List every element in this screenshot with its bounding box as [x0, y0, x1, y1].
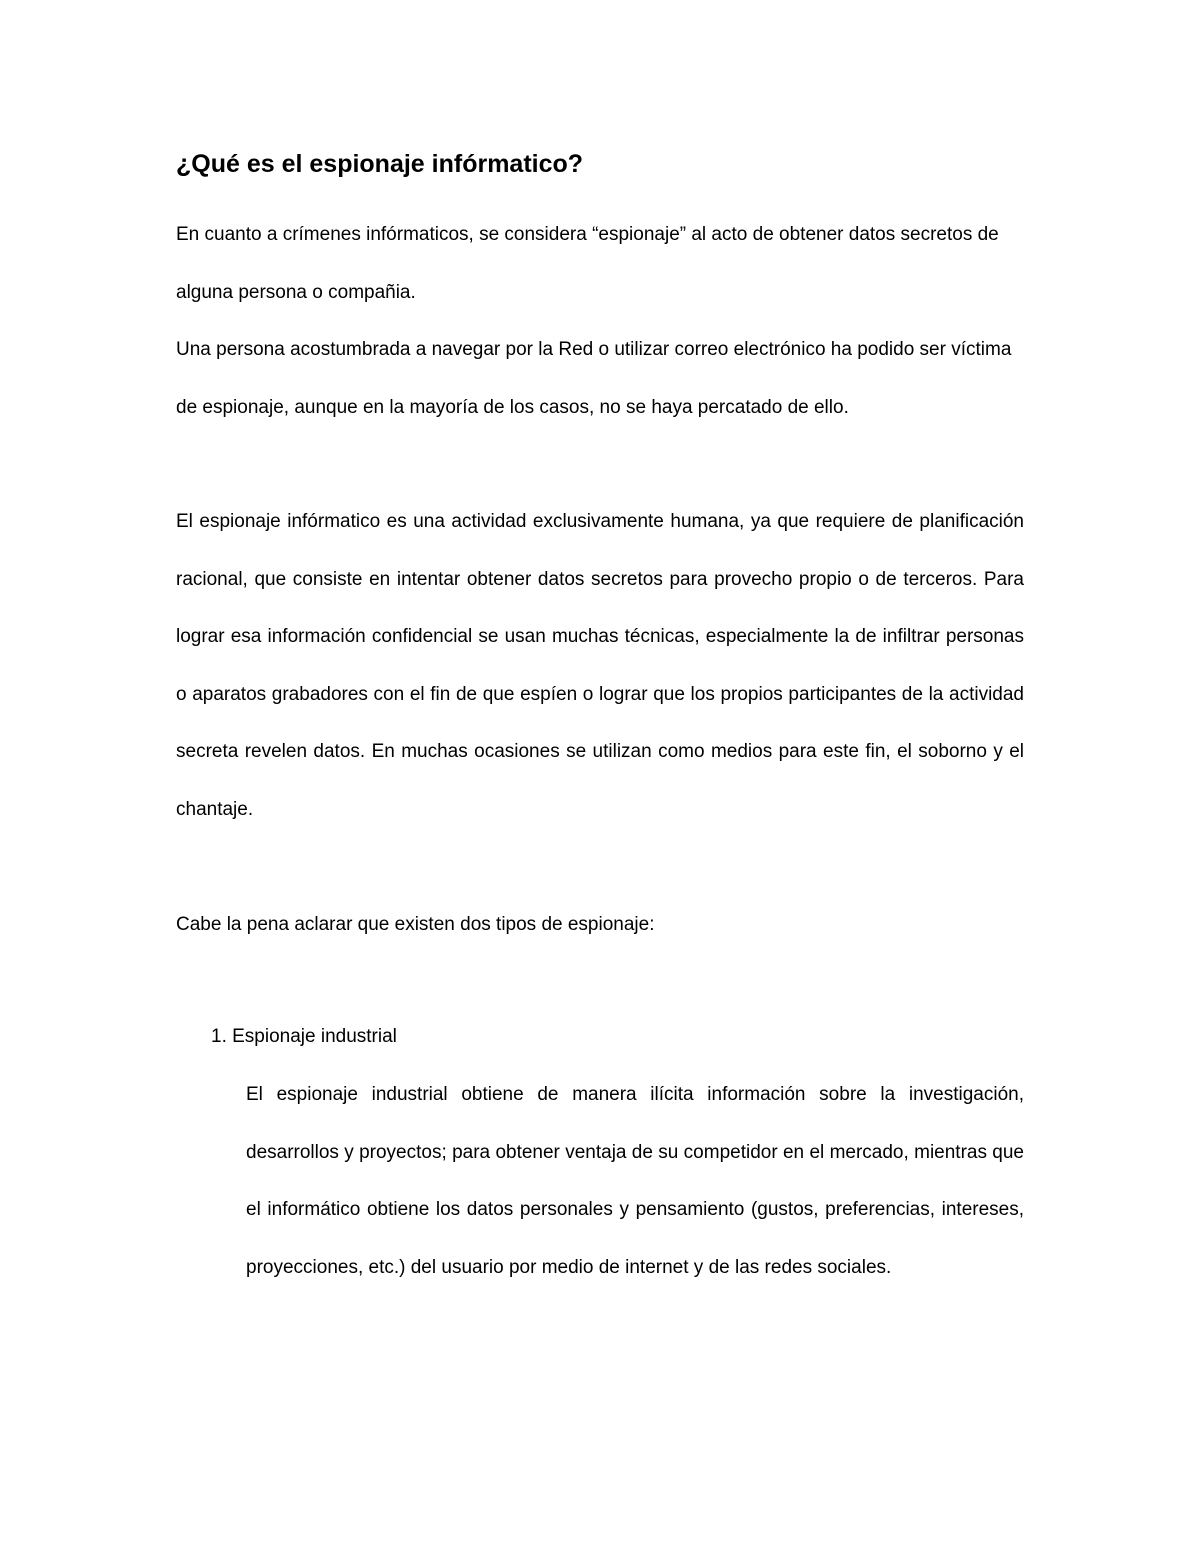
list-item-label: 1. Espionaje industrial [211, 1026, 397, 1047]
list-item-description: El espionaje industrial obtiene de manera ilícita información sobre la investigación, desarrollos y proyectos; para obtener ventaja de su competidor en el mercado, mientras que el informático obtiene los datos personales y pensamiento (gustos, preferencias, intereses, proyecciones, etc.) del usuario por medio de internet y de las redes sociales. [246, 1084, 1024, 1278]
paragraph-definition: En cuanto a crímenes infórmaticos, se considera “espionaje” al acto de obtener datos secretos de alguna persona o compañia. [176, 224, 999, 303]
paragraph-victim: Una persona acostumbrada a navegar por la Red o utilizar correo electrónico ha podido ser víctima de espionaje, aunque en la mayoría de los casos, no se haya percatado de ello. [176, 339, 1012, 418]
paragraph-types-intro: Cabe la pena aclarar que existen dos tipos de espionaje: [176, 914, 655, 935]
page-title: ¿Qué es el espionaje infórmatico? [176, 150, 584, 178]
paragraph-activity: El espionaje infórmatico es una actividad exclusivamente humana, ya que requiere de planificación racional, que consiste en intentar obtener datos secretos para provecho propio o de terceros. Para lograr esa información confidencial se usan muchas técnicas, especialmente la de infiltrar personas o aparatos grabadores con el fin de que espíen o lograr que los propios participantes de la actividad secreta revelen datos. En muchas ocasiones se utilizan como medios para este fin, el soborno y el chantaje. [176, 511, 1024, 820]
